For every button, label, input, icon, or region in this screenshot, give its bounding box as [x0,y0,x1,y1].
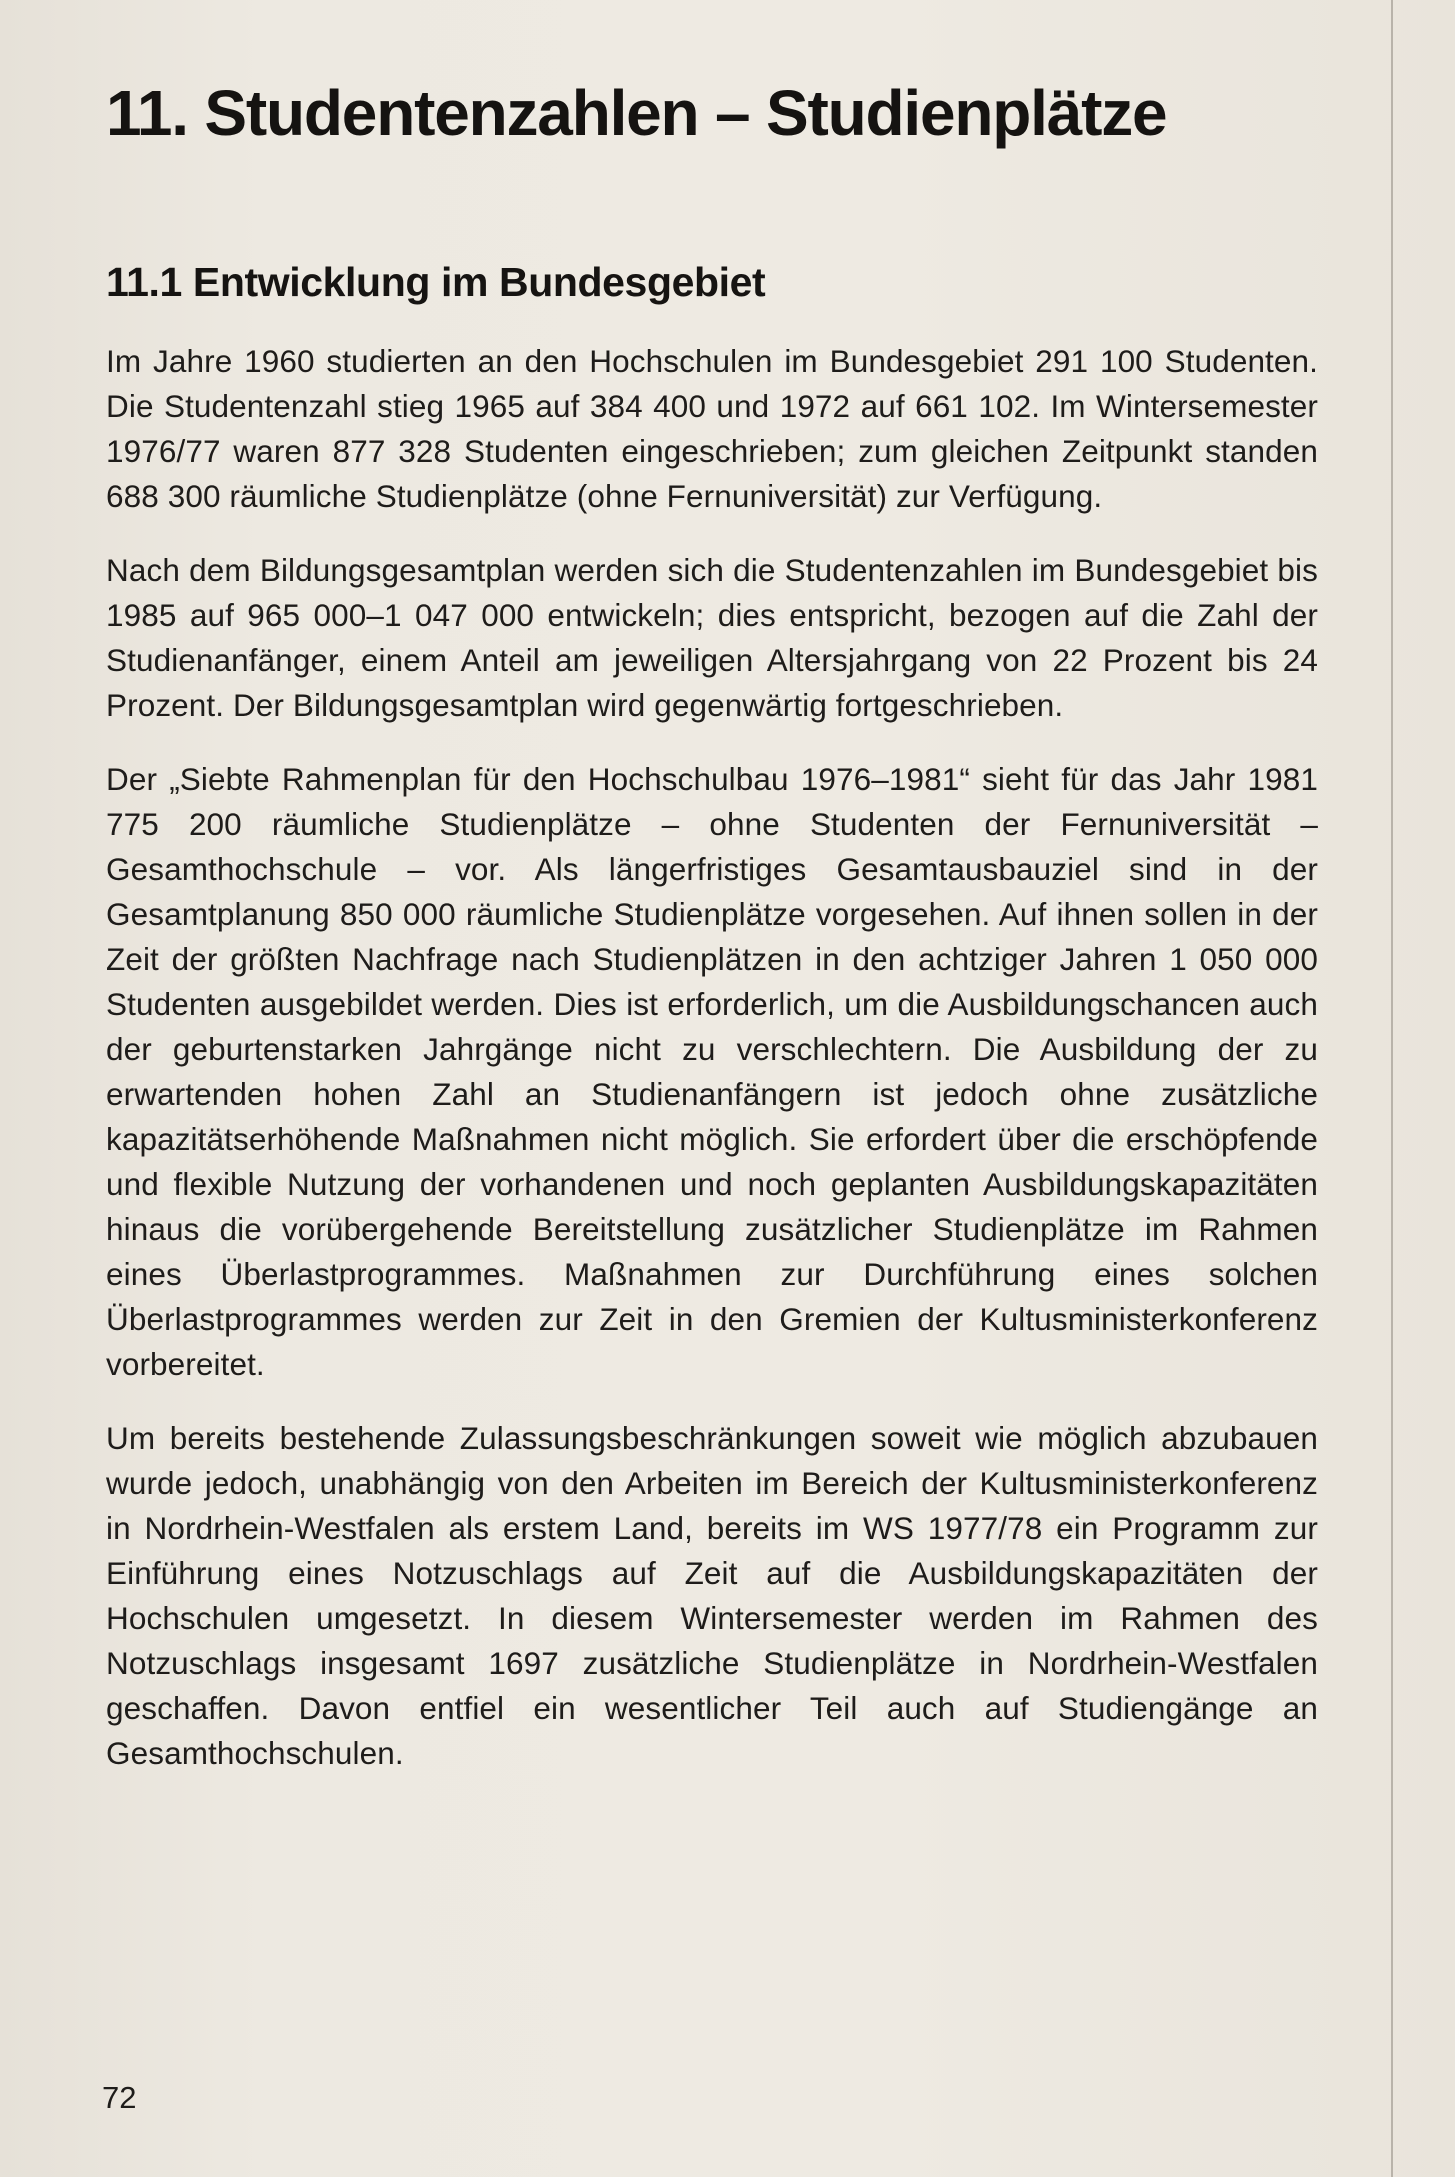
paragraph-student-numbers: Im Jahre 1960 studierten an den Hochschulen im Bundesgebiet 291 100 Studenten. Die Studentenzahl stieg 1965 auf 384 400 und 1972 auf 661 102. Im Wintersemester 1976/77 waren 877 328 Studenten eingeschrieben; zum gleichen Zeitpunkt standen 688 300 räumliche Studienplätze (ohne Fernuniversität) zur Verfügung. [106,343,1318,515]
page-number: 72 [102,2080,137,2115]
paragraph-education-plan: Nach dem Bildungsgesamtplan werden sich die Studentenzahlen im Bundesgebiet bis 1985 auf 965 000–1 047 000 entwickeln; dies entspricht, bezogen auf die Zahl der Studienanfänger, einem Anteil am jeweiligen Altersjahrgang von 22 Prozent bis 24 Prozent. Der Bildungsgesamtplan wird gegenwärtig fortgeschrieben. [106,552,1318,724]
chapter-title: 11. Studentenzahlen – Studienplätze [106,77,1167,149]
paragraph-framework-plan: Der „Siebte Rahmenplan für den Hochschulbau 1976–1981“ sieht für das Jahr 1981 775 200 räumliche Studienplätze – ohne Studenten der Fernuniversität – Gesamthochschule – vor. Als längerfristiges Gesamtausbauziel sind in der Gesamtplanung 850 000 räumliche Studienplätze vorgesehen. Auf ihnen sollen in der Zeit der größten Nachfrage nach Studienplätzen in den achtziger Jahren 1 050 000 Studenten ausgebildet werden. Dies ist erforderlich, um die Ausbildungschancen auch der geburtenstarken Jahrgänge nicht zu verschlechtern. Die Ausbildung der zu erwartenden hohen Zahl an Studienanfängern ist jedoch ohne zusätzliche kapazitätserhöhende Maßnahmen nicht möglich. Sie erfordert über die erschöpfende und flexible Nutzung der vorhandenen und noch geplanten Ausbildungskapazitäten hinaus die vorübergehende Bereitstellung zusätzlicher Studienplätze im Rahmen eines Überlastprogrammes. Maßnahmen zur Durchführung eines solchen Überlastprogrammes werden zur Zeit in den Gremien der Kultusministerkonferenz vorbereitet. [106,761,1318,1383]
page-edge-line [1391,0,1393,2177]
page-content [106,78,1318,1776]
section-title: 11.1 Entwicklung im Bundesgebiet [106,259,766,306]
paragraph-emergency-surcharge: Um bereits bestehende Zulassungsbeschränkungen soweit wie möglich abzubauen wurde jedoch, unabhängig von den Arbeiten im Bereich der Kultusministerkonferenz in Nordrhein-Westfalen als erstem Land, bereits im WS 1977/78 ein Programm zur Einführung eines Notzuschlags auf Zeit auf die Ausbildungskapazitäten der Hochschulen umgesetzt. In diesem Wintersemester werden im Rahmen des Notzuschlags insgesamt 1697 zusätzliche Studienplätze in Nordrhein-Westfalen geschaffen. Davon entfiel ein wesentlicher Teil auch auf Studiengänge an Gesamthochschulen. [106,1420,1318,1772]
